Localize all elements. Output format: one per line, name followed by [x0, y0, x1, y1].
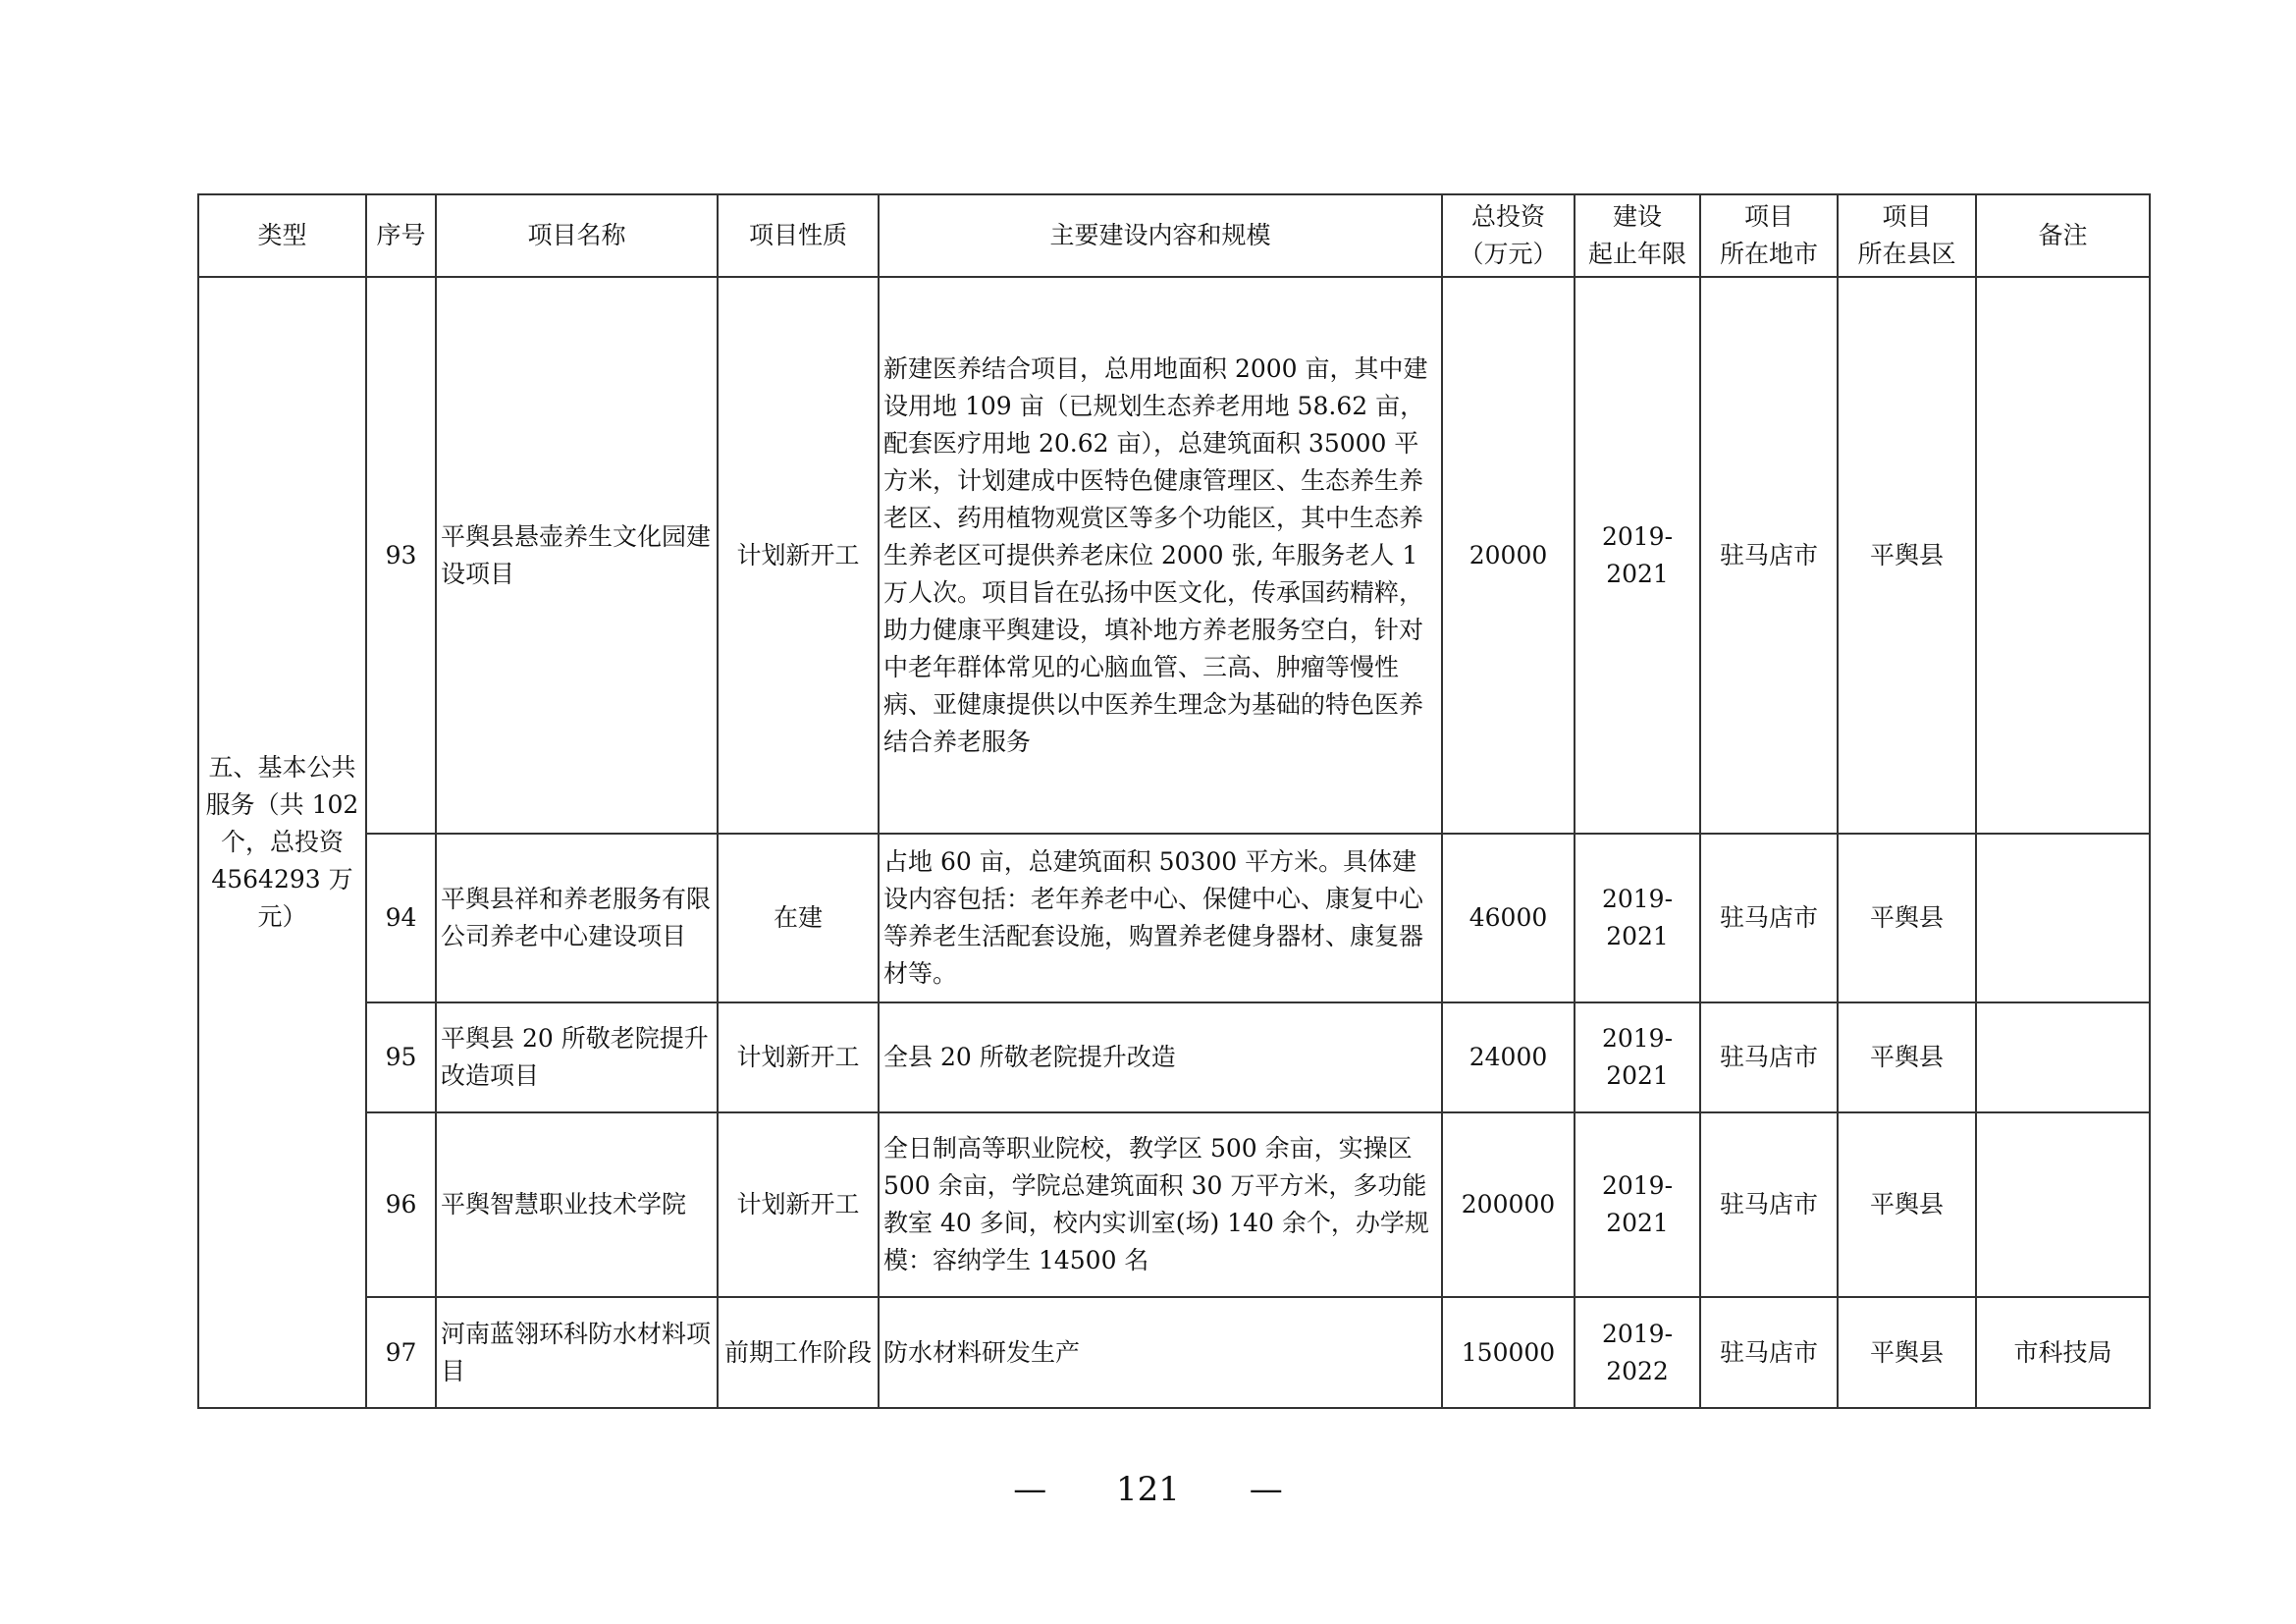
- county-cell: 平舆县: [1838, 277, 1976, 834]
- nature-cell: 计划新开工: [718, 277, 879, 834]
- name-cell: 平舆县悬壶养生文化园建设项目: [436, 277, 718, 834]
- header-remark: 备注: [1976, 194, 2150, 277]
- header-name: 项目名称: [436, 194, 718, 277]
- remark-cell: [1976, 277, 2150, 834]
- name-cell: 平舆县 20 所敬老院提升改造项目: [436, 1002, 718, 1112]
- nature-cell: 在建: [718, 834, 879, 1002]
- header-city-line2: 所在地市: [1719, 240, 1818, 268]
- header-content: 主要建设内容和规模: [879, 194, 1442, 277]
- header-investment: [1442, 194, 1575, 277]
- county-cell: 平舆县: [1838, 1297, 1976, 1408]
- county-cell: 平舆县: [1838, 1002, 1976, 1112]
- header-row: [198, 194, 2150, 277]
- page-dash-right: —: [1249, 1470, 1283, 1509]
- nature-cell: 前期工作阶段: [718, 1297, 879, 1408]
- header-period-line2: 起止年限: [1587, 240, 1686, 268]
- header-investment-line2: （万元）: [1459, 240, 1558, 268]
- investment-cell: 24000: [1442, 1002, 1575, 1112]
- page-number-value: 121: [1116, 1470, 1180, 1509]
- investment-cell: 46000: [1442, 834, 1575, 1002]
- nature-cell: 计划新开工: [718, 1112, 879, 1297]
- investment-cell: 200000: [1442, 1112, 1575, 1297]
- header-investment-line1: 总投资: [1470, 202, 1545, 231]
- content-cell: 新建医养结合项目，总用地面积 2000 亩，其中建设用地 109 亩（已规划生态养老用地 58.62 亩，配套医疗用地 20.62 亩），总建筑面积 35000 平方米，计划建成中医特色健康管理区、生态养生养老区、药用植物观赏区等多个功能区，其中生态养生养老区可提供养老床位 2000 张, 年服务老人 1 万人次。项目旨在弘扬中医文化，传承国药精粹，助力健康平舆建设，填补地方养老服务空白，针对中老年群体常见的心脑血管、三高、肿瘤等慢性病、亚健康提供以中医养生理念为基础的特色医养结合养老服务: [879, 277, 1442, 834]
- table-row: [198, 277, 2150, 834]
- header-city-line1: 项目: [1743, 202, 1793, 231]
- content-cell: 全县 20 所敬老院提升改造: [879, 1002, 1442, 1112]
- category-line: 五、基本公共: [208, 753, 356, 782]
- remark-cell: [1976, 1112, 2150, 1297]
- period-cell: 2019-2021: [1575, 834, 1700, 1002]
- city-cell: 驻马店市: [1700, 834, 1838, 1002]
- city-cell: 驻马店市: [1700, 1297, 1838, 1408]
- category-cell: [198, 277, 366, 1408]
- county-cell: 平舆县: [1838, 834, 1976, 1002]
- remark-cell: 市科技局: [1976, 1297, 2150, 1408]
- header-city: [1700, 194, 1838, 277]
- project-table: [197, 193, 2151, 1409]
- city-cell: 驻马店市: [1700, 1112, 1838, 1297]
- header-county-line2: 所在县区: [1857, 240, 1956, 268]
- page-dash-left: —: [1013, 1470, 1047, 1509]
- city-cell: 驻马店市: [1700, 1002, 1838, 1112]
- header-seq: 序号: [366, 194, 436, 277]
- name-cell: 河南蓝翎环科防水材料项目: [436, 1297, 718, 1408]
- header-nature: 项目性质: [718, 194, 879, 277]
- remark-cell: [1976, 834, 2150, 1002]
- header-type: 类型: [198, 194, 366, 277]
- table-row: [198, 1112, 2150, 1297]
- table-row: [198, 1002, 2150, 1112]
- content-cell: 防水材料研发生产: [879, 1297, 1442, 1408]
- name-cell: 平舆智慧职业技术学院: [436, 1112, 718, 1297]
- header-county-line1: 项目: [1882, 202, 1932, 231]
- seq-cell: 96: [366, 1112, 436, 1297]
- category-line: 个，总投资: [220, 828, 344, 856]
- page-number: [0, 1470, 2296, 1509]
- remark-cell: [1976, 1002, 2150, 1112]
- period-cell: 2019-2022: [1575, 1297, 1700, 1408]
- seq-cell: 95: [366, 1002, 436, 1112]
- content-cell: 占地 60 亩，总建筑面积 50300 平方米。具体建设内容包括：老年养老中心、保健中心、康复中心等养老生活配套设施，购置养老健身器材、康复器材等。: [879, 834, 1442, 1002]
- header-period-line1: 建设: [1612, 202, 1662, 231]
- investment-cell: 150000: [1442, 1297, 1575, 1408]
- seq-cell: 97: [366, 1297, 436, 1408]
- seq-cell: 94: [366, 834, 436, 1002]
- name-cell: 平舆县祥和养老服务有限公司养老中心建设项目: [436, 834, 718, 1002]
- header-county: [1838, 194, 1976, 277]
- content-cell: 全日制高等职业院校，教学区 500 余亩，实操区 500 余亩，学院总建筑面积 30 万平方米，多功能教室 40 多间，校内实训室(场) 140 余个，办学规模：容纳学生 14500 名: [879, 1112, 1442, 1297]
- period-cell: 2019-2021: [1575, 1002, 1700, 1112]
- category-line: 服务（共 102: [205, 790, 359, 819]
- table-row: [198, 1297, 2150, 1408]
- city-cell: 驻马店市: [1700, 277, 1838, 834]
- investment-cell: 20000: [1442, 277, 1575, 834]
- seq-cell: 93: [366, 277, 436, 834]
- period-cell: 2019-2021: [1575, 1112, 1700, 1297]
- category-line: 4564293 万元）: [211, 865, 353, 931]
- table-row: [198, 834, 2150, 1002]
- county-cell: 平舆县: [1838, 1112, 1976, 1297]
- period-cell: 2019-2021: [1575, 277, 1700, 834]
- nature-cell: 计划新开工: [718, 1002, 879, 1112]
- header-period: [1575, 194, 1700, 277]
